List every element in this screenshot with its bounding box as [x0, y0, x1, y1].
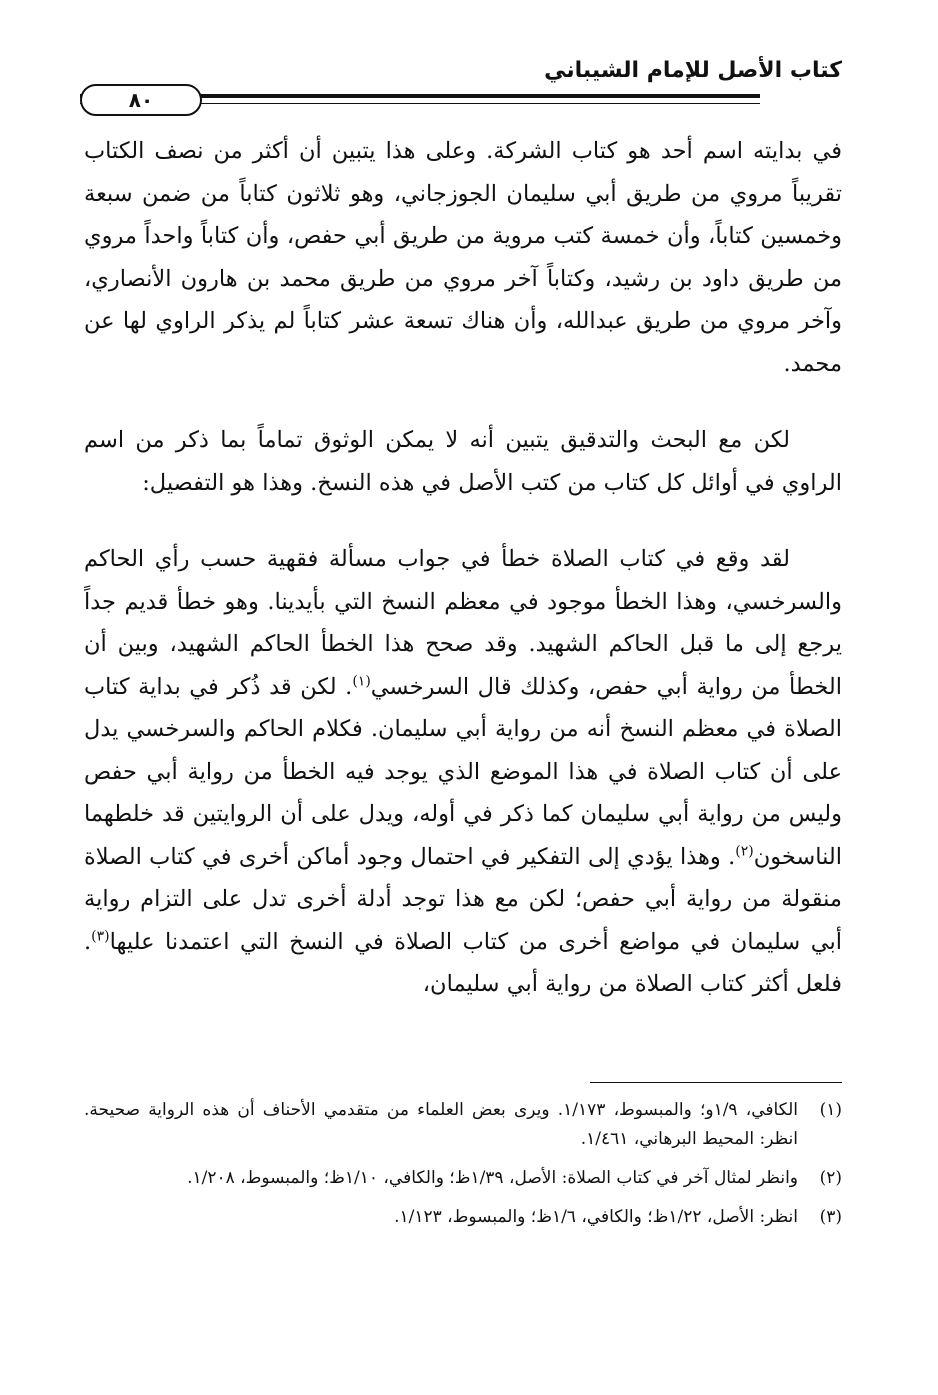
footnote-text: انظر: الأصل، ١/٢٢ظ؛ والكافي، ١/٦ظ؛ والمبسوط، ١/١٢٣.: [394, 1207, 798, 1227]
paragraph-3-part-1: لقد وقع في كتاب الصلاة خطأ في جواب مسألة فقهية حسب رأي الحاكم والسرخسي، وهذا الخطأ موجود في معظم النسخ التي بأيدينا. وهو خطأ قديم جداً يرجع إلى ما قبل الحاكم الشهيد. وقد صحح هذا الخطأ الحاكم الشهيد، وبين أن الخطأ من رواية أبي حفص، وكذلك قال السرخسي: [84, 546, 842, 700]
footnote-2: [84, 1164, 842, 1193]
footnote-separator: [590, 1082, 842, 1083]
paragraph-3-part-3: . وهذا يؤدي إلى التفكير في احتمال وجود أماكن أخرى في كتاب الصلاة منقولة من رواية أبي حفص؛ لكن مع هذا توجد أدلة أخرى تدل على التزام رواية أبي سليمان في مواضع أخرى من كتاب الصلاة في النسخ التي اعتمدنا عليها: [84, 843, 842, 955]
paragraph-1: في بدايته اسم أحد هو كتاب الشركة. وعلى هذا يتبين أن أكثر من نصف الكتاب تقريباً مروي من طريق أبي سليمان الجوزجاني، وهو ثلاثون كتاباً من ضمن سبعة وخمسين كتاباً، وأن خمسة كتب مروية من طريق أبي حفص، وأن كتاباً واحداً مروي من طريق داود بن رشيد، وكتاباً آخر مروي من طريق محمد بن هارون الأنصاري، وآخر مروي من طريق عبدالله، وأن هناك تسعة عشر كتاباً لم يذكر الراوي لها عن محمد.: [84, 138, 842, 377]
footnote-text: الكافي، ١/٩و؛ والمبسوط، ١/١٧٣. ويرى بعض العلماء من متقدمي الأحناف أن هذه الرواية صحيحة. انظر: المحيط البرهاني، ١/٤٦١.: [84, 1100, 798, 1149]
body-text: [84, 130, 842, 1040]
paragraph-3-part-2: . لكن قد ذُكر في بداية كتاب الصلاة في معظم النسخ أنه من رواية أبي سليمان. فكلام الحاكم والسرخسي يدل على أن كتاب الصلاة في هذا الموضع الذي يوجد فيه الخطأ من رواية أبي حفص وليس من رواية أبي سليمان كما ذكر في أوله، ويدل على أن الروايتين قد خلطهما الناسخون: [84, 673, 842, 870]
footnote-3: [84, 1203, 842, 1232]
footnotes: [84, 1096, 842, 1242]
footnote-number: (٢): [819, 1168, 842, 1188]
footnote-text: وانظر لمثال آخر في كتاب الصلاة: الأصل، ١/٣٩ظ؛ والكافي، ١/١٠ظ؛ والمبسوط، ١/٢٠٨.: [187, 1168, 798, 1188]
footnote-ref-3[interactable]: (٣): [91, 928, 110, 944]
paragraph-2: لكن مع البحث والتدقيق يتبين أنه لا يمكن الوثوق تماماً بما ذكر من اسم الراوي في أوائل كل كتاب من كتب الأصل في هذه النسخ. وهذا هو التفصيل:: [84, 427, 842, 496]
page-number: ٨٠: [80, 84, 202, 116]
running-header: [80, 58, 842, 116]
footnote-1: [84, 1096, 842, 1154]
footnote-number: (٣): [819, 1207, 842, 1227]
paragraph-3: [84, 538, 842, 1006]
footnote-ref-1[interactable]: (١): [352, 673, 371, 689]
footnote-number: (١): [819, 1100, 842, 1120]
footnote-ref-2[interactable]: (٢): [735, 843, 754, 859]
paragraph-3-part-4: . فلعل أكثر كتاب الصلاة من رواية أبي سليمان،: [84, 928, 842, 997]
running-title: كتاب الأصل للإمام الشيباني: [544, 58, 842, 83]
